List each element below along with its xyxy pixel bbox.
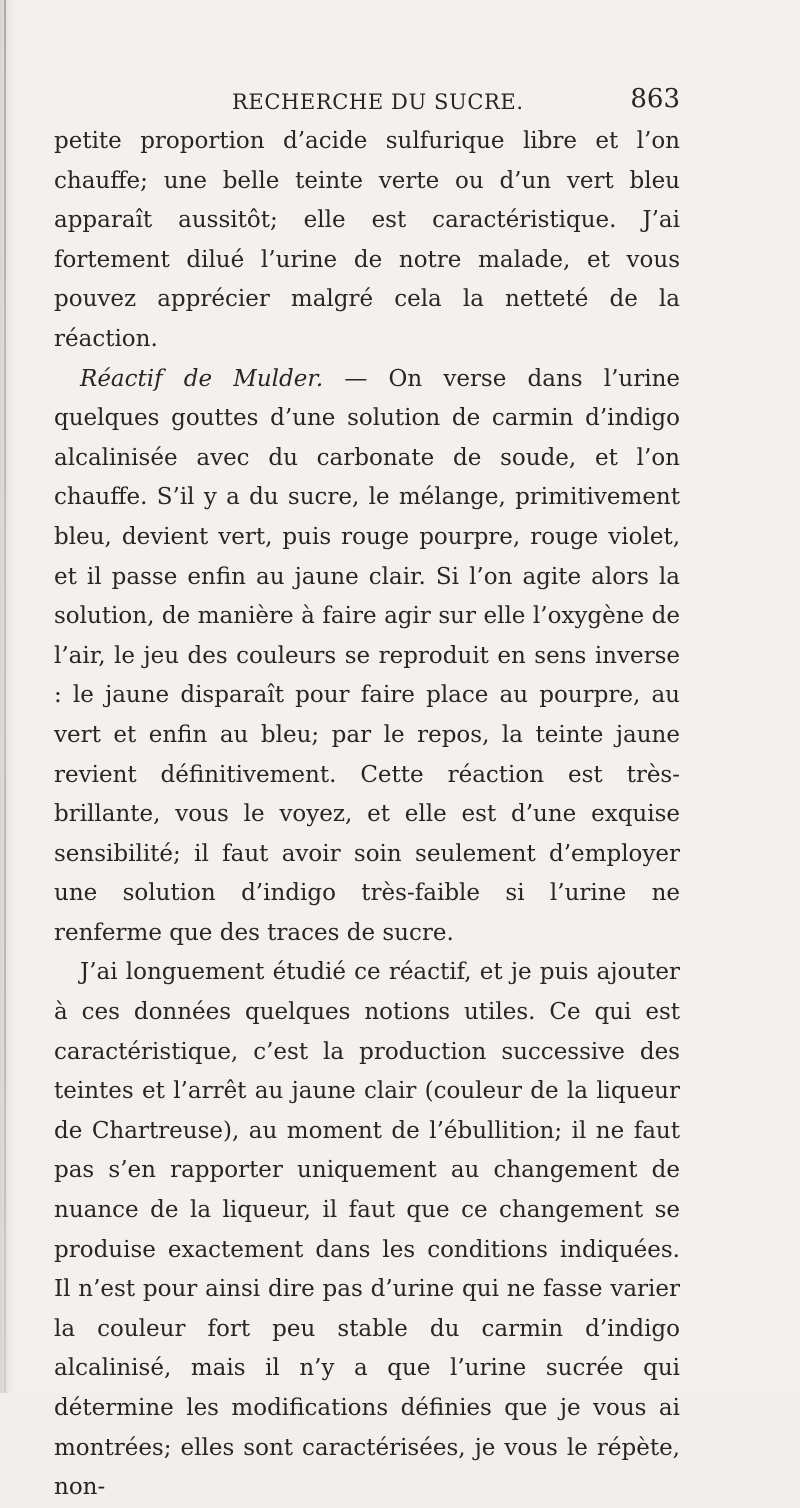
section-title-reactif-de-mulder: Réactif de Mulder. bbox=[80, 365, 324, 392]
body-text bbox=[54, 122, 680, 1508]
page-binding-shadow bbox=[0, 0, 16, 1393]
page-number: 863 bbox=[630, 84, 680, 114]
running-title: RECHERCHE DU SUCRE. bbox=[232, 90, 524, 114]
paragraph-2-text: — On verse dans l’urine quelques gouttes d’une solution de carmin d’indigo alcalinisée avec du carbonate de soude, et l’on chauffe. S’il y a du sucre, le mélange, primitivement bleu, devient vert, puis rouge pourpre, rouge violet, et il passe enfin au jaune clair. Si l’on agite alors la solution, de manière à faire agir sur elle l’oxygène de l’air, le jeu des couleurs se reproduit en sens inverse : le jaune disparaît pour faire place au pourpre, au vert et enfin au bleu; par le repos, la teinte jaune revient définitivement. Cette réaction est très-brillante, vous le voyez, et elle est d’une exquise sensibilité; il faut avoir soin seulement d’employer une solution d’indigo très-faible si l’urine ne renferme que des traces de sucre. bbox=[54, 365, 680, 946]
page-binding-edge bbox=[4, 0, 6, 1393]
paragraph-3: J’ai longuement étudié ce réactif, et je puis ajouter à ces données quelques notions utiles. Ce qui est caractéristique, c’est la production successive des teintes et l’arrêt au jaune clair (couleur de la liqueur de Chartreuse), au moment de l’ébullition; il ne faut pas s’en rapporter uniquement au changement de nuance de la liqueur, il faut que ce changement se produise exactement dans les conditions indiquées. Il n’est pour ainsi dire pas d’urine qui ne fasse varier la couleur fort peu stable du carmin d’indigo alcalinisé, mais il n’y a que l’urine sucrée qui détermine les modifications définies que je vous ai montrées; elles sont caractérisées, je vous le répète, non- bbox=[54, 959, 680, 1501]
page-header bbox=[80, 80, 680, 114]
paragraph-1: petite proportion d’acide sulfurique libre et l’on chauffe; une belle teinte verte ou d’un vert bleu apparaît aussitôt; elle est caractéristique. J’ai fortement dilué l’urine de notre malade, et vous pouvez apprécier malgré cela la netteté de la réaction. bbox=[54, 128, 680, 352]
paragraph-2 bbox=[54, 360, 680, 954]
